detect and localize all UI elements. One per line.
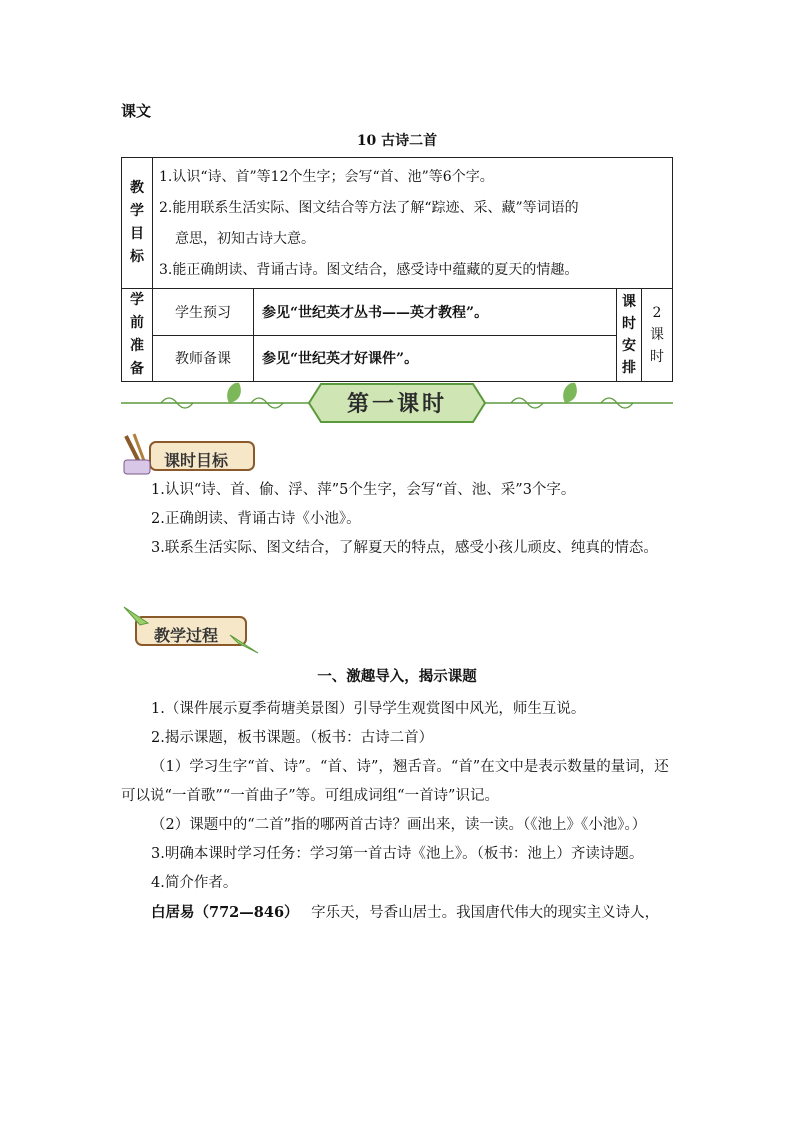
hours-cell: [642, 289, 673, 382]
author-intro: [121, 898, 673, 928]
teacher-ref: 参见“世纪英才好课件”。: [254, 335, 617, 382]
author-desc: 字乐天，号香山居士。我国唐代伟大的现实主义诗人，: [311, 905, 660, 921]
lesson-goal: 3.联系生活实际、图文结合，了解夏天的特点，感受小孩儿顽皮、纯真的情态。: [151, 540, 658, 556]
goal-line: 1.认识“诗、首”等12个生字；会写“首、池”等6个字。: [159, 169, 494, 185]
lesson-goal: 1.认识“诗、首、偷、浮、萍”5个生字，会写“首、池、采”3个字。: [151, 482, 576, 498]
tag-lesson-goals: [120, 432, 260, 478]
goals-header: 教学目标: [122, 158, 153, 289]
process-step: 4.简介作者。: [151, 875, 238, 891]
goals-cell: [153, 158, 673, 289]
lesson-goals: [121, 476, 673, 563]
goal-line: 3.能正确朗读、背诵古诗。图文结合，感受诗中蕴藏的夏天的情趣。: [159, 262, 579, 278]
tag-goals-text: 课时目标: [164, 451, 229, 470]
process-step: 3.明确本课时学习任务：学习第一首古诗《池上》。（板书：池上）齐读诗题。: [151, 846, 644, 862]
hours-unit: 课时: [650, 327, 664, 365]
process-step: （2）课题中的“二首”指的哪两首古诗？画出来，读一读。（《池上》《小池》。）: [151, 817, 647, 833]
process-step: 1.（课件展示夏季荷塘美景图）引导学生观赏图中风光，师生互说。: [151, 701, 586, 717]
time-header: 课时安排: [617, 289, 642, 382]
process-step: 2.揭示课题，板书课题。（板书：古诗二首）: [151, 730, 434, 746]
student-label: 学生预习: [153, 289, 254, 336]
banner-text: 第一课时: [346, 392, 447, 417]
period-banner: [121, 378, 673, 426]
teacher-label: 教师备课: [153, 335, 254, 382]
goal-line: 意思，初知古诗大意。: [175, 231, 315, 247]
section-heading: 一、激趣导入，揭示课题: [317, 668, 477, 685]
process-step: （1）学习生字“首、诗”。“首、诗”，翘舌音。“首”在文中是表示数量的量词，还可以说“一首歌”“一首曲子”等。可组成词组“一首诗”识记。: [121, 759, 669, 804]
lesson-plan-table: [121, 157, 673, 382]
prep-header: 学前准备: [122, 289, 153, 382]
tag-process-text: 教学过程: [154, 626, 219, 645]
tag-teaching-process: [120, 605, 260, 651]
lesson-title: 10 古诗二首: [356, 133, 438, 149]
student-ref: 参见“世纪英才丛书——英才教程”。: [254, 289, 617, 336]
author-name: 白居易（772—846）: [151, 904, 299, 921]
section-label: 课文: [121, 102, 152, 120]
lesson-goal: 2.正确朗读、背诵古诗《小池》。: [151, 511, 361, 527]
teaching-process: [121, 662, 673, 928]
goal-line: 2.能用联系生活实际、图文结合等方法了解“踪迹、采、藏”等词语的: [159, 200, 579, 216]
hours-value: 2: [652, 305, 662, 321]
